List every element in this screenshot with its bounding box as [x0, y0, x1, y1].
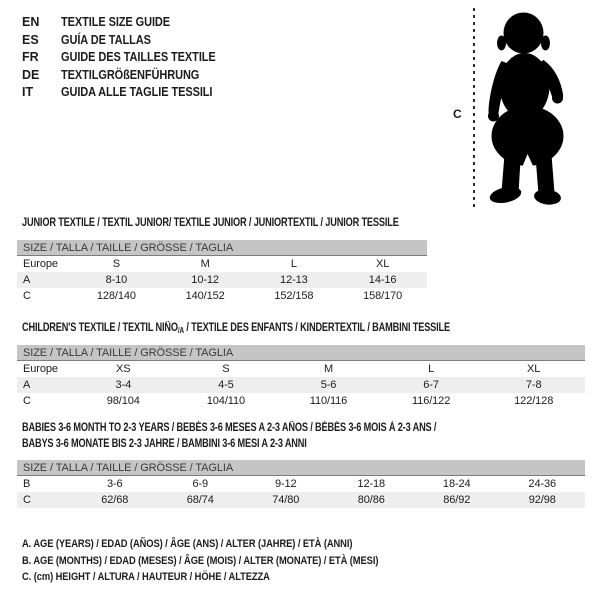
- age-cell: 3-4: [115, 379, 132, 391]
- junior-size-table: [17, 240, 427, 304]
- height-cell: 110/116: [309, 395, 348, 407]
- table-row-europe: [17, 256, 427, 272]
- age-cell: 4-5: [218, 379, 234, 391]
- language-title: GUÍA DE TALLAS: [61, 32, 151, 47]
- height-cell: 158/170: [363, 290, 403, 302]
- row-label: B: [23, 478, 31, 490]
- table-row-europe: [17, 361, 585, 377]
- height-cell: 116/122: [411, 395, 451, 407]
- language-code: ES: [22, 32, 39, 47]
- height-cell: 104/110: [206, 395, 246, 407]
- language-row-en: [22, 14, 237, 32]
- language-row-es: [22, 32, 237, 50]
- language-code: IT: [22, 85, 34, 99]
- table-row-age: [17, 272, 427, 288]
- row-label: C: [23, 290, 31, 302]
- size-cell: M: [200, 258, 210, 270]
- age-cell: 14-16: [368, 274, 397, 286]
- heading-line-1: BABIES 3-6 MONTH TO 2-3 YEARS / BEBÉS 3-6 MESES A 2-3 AÑOS / BÉBÉS 3-6 MOIS À 2-3 ANS /: [22, 422, 437, 434]
- height-cell: 140/152: [185, 290, 225, 302]
- height-cell: 152/158: [274, 290, 314, 302]
- age-cell: 6-7: [423, 379, 439, 391]
- height-cell: 74/80: [272, 494, 300, 506]
- language-code: DE: [22, 67, 40, 82]
- language-code: EN: [22, 15, 40, 29]
- age-cell: 24-36: [528, 478, 557, 490]
- heading-line-2: BABYS 3-6 MONATE BIS 2-3 JAHRE / BAMBINI 3-6 MESI A 2-3 ANNI: [22, 438, 307, 450]
- height-cell: 86/92: [443, 494, 471, 506]
- footnote-b: B. AGE (MONTHS) / EDAD (MESES) / ÂGE (MOIS) / ALTER (MONATE) / ETÀ (MESI): [22, 554, 379, 567]
- age-cell: 5-6: [320, 379, 337, 391]
- section-heading-junior: JUNIOR TEXTILE / TEXTIL JUNIOR/ TEXTILE JUNIOR / JUNIORTEXTIL / JUNIOR TESSILE: [22, 217, 399, 229]
- table-row-age: [17, 377, 585, 393]
- age-cell: 12-18: [357, 478, 386, 490]
- heading-subscript: /A: [177, 326, 184, 335]
- height-cell: 80/86: [357, 494, 385, 506]
- baby-silhouette-icon: [483, 10, 581, 210]
- table-row-age-months: [17, 476, 585, 492]
- age-cell: 18-24: [442, 478, 471, 490]
- section-heading-babies: [22, 420, 436, 452]
- row-label: Europe: [23, 258, 58, 270]
- footnote-c: C. (cm) HEIGHT / ALTURA / HAUTEUR / HÖHE / ALTEZZA: [22, 571, 270, 583]
- age-cell: 8-10: [105, 274, 128, 286]
- height-cell: 122/128: [514, 395, 554, 407]
- height-measure-line: [473, 8, 475, 208]
- age-cell: 12-13: [280, 274, 308, 286]
- size-cell: M: [323, 363, 334, 375]
- footnotes: [22, 536, 378, 586]
- size-table-header: SIZE / TALLA / TAILLE / GRÖSSE / TAGLIA: [17, 460, 585, 476]
- row-label: A: [23, 274, 31, 286]
- table-row-height: [17, 288, 427, 304]
- size-cell: L: [428, 363, 435, 375]
- size-cell: XS: [116, 363, 131, 375]
- language-title: GUIDE DES TAILLES TEXTILE: [61, 50, 216, 64]
- height-cell: 62/68: [101, 494, 129, 506]
- language-code: FR: [22, 50, 39, 64]
- height-cell: 68/74: [186, 494, 214, 506]
- age-cell: 6-9: [192, 478, 209, 490]
- language-row-de: [22, 67, 237, 85]
- language-row-it: [22, 84, 237, 102]
- size-table-header: SIZE / TALLA / TAILLE / GRÖSSE / TAGLIA: [17, 345, 585, 361]
- table-row-height: [17, 492, 585, 508]
- language-list: [22, 14, 237, 102]
- footnote-a: A. AGE (YEARS) / EDAD (AÑOS) / ÂGE (ANS) / ALTER (JAHRE) / ETÀ (ANNI): [22, 538, 353, 550]
- size-cell: S: [112, 258, 120, 270]
- size-cell: XL: [375, 258, 390, 270]
- row-label: C: [23, 494, 31, 506]
- row-label: Europe: [23, 363, 58, 375]
- row-label: C: [23, 395, 31, 407]
- height-cell: 92/98: [528, 494, 556, 506]
- age-cell: 10-12: [191, 274, 219, 286]
- height-cell: 128/140: [96, 290, 136, 302]
- heading-text: CHILDREN'S TEXTILE / TEXTIL NIÑO: [22, 322, 178, 334]
- language-title: TEXTILGRÖßENFÜHRUNG: [61, 67, 200, 82]
- language-title: GUIDA ALLE TAGLIE TESSILI: [61, 85, 213, 99]
- size-table-header: SIZE / TALLA / TAILLE / GRÖSSE / TAGLIA: [17, 240, 427, 256]
- size-cell: S: [222, 363, 230, 375]
- table-row-height: [17, 393, 585, 409]
- language-title: TEXTILE SIZE GUIDE: [61, 15, 171, 29]
- height-measure-label: C: [453, 107, 462, 121]
- age-cell: 3-6: [106, 478, 123, 490]
- age-cell: 9-12: [274, 478, 297, 490]
- height-cell: 98/104: [106, 395, 140, 407]
- age-cell: 7-8: [525, 379, 542, 391]
- measurement-figure: [452, 8, 592, 213]
- heading-text: / TEXTILE DES ENFANTS / KINDERTEXTIL / BAMBINI TESSILE: [183, 322, 450, 334]
- children-size-table: [17, 345, 585, 409]
- size-cell: XL: [527, 363, 541, 375]
- babies-size-table: [17, 460, 585, 508]
- size-cell: L: [290, 258, 297, 270]
- section-heading-children: [22, 320, 450, 339]
- language-row-fr: [22, 49, 237, 67]
- row-label: A: [23, 379, 31, 391]
